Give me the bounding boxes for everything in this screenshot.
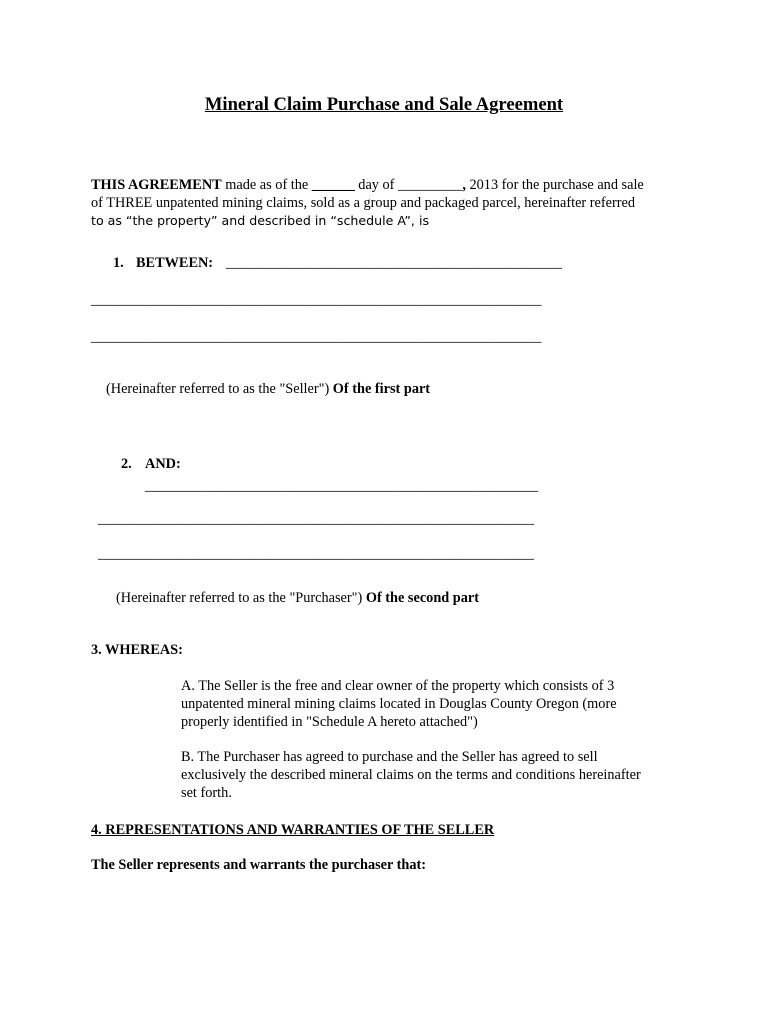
section1-field-line: _______________________________________________ [226,255,562,271]
whereas-a-line-1: A. The Seller is the free and clear owner of the property which consists of 3 [181,678,615,694]
section1-number: 1. [113,255,124,271]
purchaser-party-bold: Of the second part [365,590,480,606]
intro-text-c: 2013 for the purchase and sale [465,177,644,193]
section1-label: BETWEEN: [136,255,214,271]
whereas-b-line-3: set forth. [181,785,232,801]
section4-subheading: The Seller represents and warrants the purchaser that: [91,857,427,873]
whereas-a-line-3: properly identified in "Schedule A hereto attached") [181,714,478,730]
section2-number: 2. [121,456,132,472]
section1-blank-line-1: _______________________________________________________________ [91,292,542,308]
intro-line-3: to as “the property” and described in “schedule A”, is [91,213,430,228]
whereas-b-line-2: exclusively the described mineral claims on the terms and conditions hereinafter [181,767,641,783]
seller-party-text: (Hereinafter referred to as the "Seller") [106,381,333,397]
whereas-b-line-1: B. The Purchaser has agreed to purchase and the Seller has agreed to sell [181,749,598,765]
section4-heading: 4. REPRESENTATIONS AND WARRANTIES OF THE SELLER [91,822,495,838]
purchaser-party-text: (Hereinafter referred to as the "Purchaser") [116,590,366,606]
section2-blank-line-1: _____________________________________________________________ [98,511,535,527]
section2-blank-line-2: _____________________________________________________________ [98,546,535,562]
intro-line-1 [91,176,711,194]
intro-text-a: made as of the [221,177,312,193]
intro-lead: THIS AGREEMENT [91,177,222,193]
intro-text-b: day of _________ [354,177,463,193]
section1-blank-line-2: _______________________________________________________________ [91,329,542,345]
section2-field-line: _______________________________________________________ [145,478,539,494]
document-title: Mineral Claim Purchase and Sale Agreement [204,94,564,115]
section2-label: AND: [145,456,181,472]
intro-line-2: of THREE unpatented mining claims, sold as a group and packaged parcel, hereinafter referred [91,195,635,211]
intro-blank-day: ______ [311,177,355,193]
seller-party-bold: Of the first part [332,381,431,397]
whereas-a-line-2: unpatented mineral mining claims located in Douglas County Oregon (more [181,696,617,712]
seller-party-line [106,380,430,398]
intro-comma: , [462,177,466,193]
purchaser-party-line [116,589,479,607]
section3-heading: 3. WHEREAS: [91,642,183,658]
